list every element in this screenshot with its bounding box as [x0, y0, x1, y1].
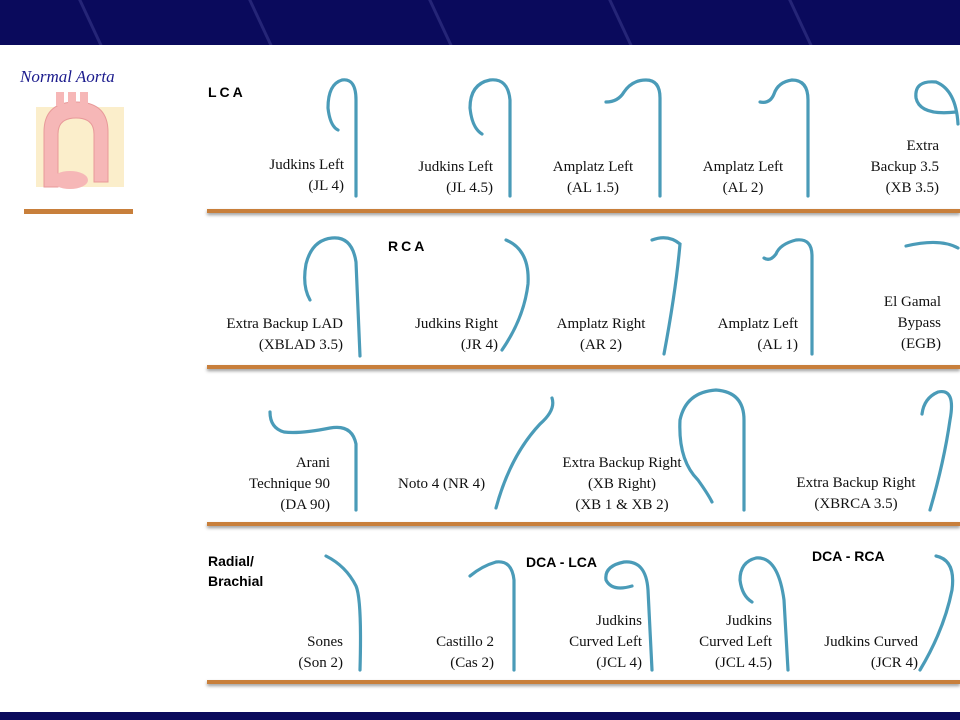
- catheter-code: (XBRCA 3.5): [814, 496, 898, 512]
- catheter-name: Extra Backup Right: [796, 475, 916, 491]
- catheter-xb35-drawing: [916, 82, 958, 124]
- section-rca-label: RCA: [388, 238, 428, 254]
- normal-aorta-title: Normal Aorta: [20, 67, 115, 86]
- catheter-label: [418, 157, 493, 199]
- catheter-code: (AR 2): [579, 337, 623, 353]
- catheter-name: Amplatz Right: [556, 316, 646, 332]
- catheter-code: (EGB): [901, 336, 941, 352]
- catheter-code: (AL 2): [722, 180, 764, 196]
- catheter-name: Curved Left: [569, 634, 642, 650]
- banner-streak: [605, 0, 637, 45]
- catheter-name: Bypass: [897, 315, 941, 331]
- catheter-label: [269, 155, 344, 197]
- catheter-code: (JCR 4): [870, 655, 918, 671]
- catheter-label: [436, 632, 494, 674]
- section-dca-lca-label: DCA - LCA: [526, 554, 598, 570]
- catheter-label: [871, 136, 939, 199]
- catheter-code: (JL 4): [308, 178, 344, 194]
- section-radial-line2: Brachial: [208, 573, 264, 589]
- catheter-label: [718, 314, 798, 356]
- catheter-code: (JCL 4): [596, 655, 642, 671]
- catheter-name: Technique 90: [248, 476, 330, 492]
- catheter-name: Amplatz Left: [702, 159, 784, 175]
- catheter-code: (Cas 2): [450, 655, 494, 671]
- catheter-name: Backup 3.5: [870, 159, 939, 175]
- catheter-code: (XB 1 & XB 2): [575, 497, 669, 513]
- catheter-name: Extra Backup LAD: [226, 316, 343, 332]
- row-divider: [207, 365, 960, 369]
- catheter-label: [688, 157, 798, 199]
- banner-streak: [785, 0, 817, 45]
- catheter-label: [298, 632, 343, 674]
- catheter-name: Extra: [906, 138, 939, 154]
- catheter-label: [538, 157, 648, 199]
- catheter-code: (XBLAD 3.5): [258, 337, 343, 353]
- catheter-label: [552, 453, 692, 516]
- catheter-name: Noto 4 (NR 4): [398, 476, 486, 492]
- row-divider: [207, 209, 960, 213]
- section-dca-rca-label: DCA - RCA: [812, 548, 885, 564]
- catheter-label: [786, 473, 926, 515]
- catheter-label: [569, 611, 642, 674]
- catheter-jcr4-drawing: [920, 556, 953, 670]
- catheter-name: Extra Backup Right: [562, 455, 682, 471]
- catheter-name: Curved Left: [699, 634, 772, 650]
- section-radial-line1: Radial/: [208, 553, 254, 569]
- catheter-xbrca-drawing: [922, 392, 952, 510]
- catheter-name: Amplatz Left: [552, 159, 634, 175]
- catheter-name: Judkins Right: [415, 316, 498, 332]
- catheter-label: [415, 314, 498, 356]
- row-divider: [207, 522, 960, 526]
- catheter-label: [249, 453, 330, 516]
- catheter-jr4-drawing: [502, 240, 528, 350]
- catheter-label: [226, 314, 343, 356]
- banner-streak: [75, 0, 107, 45]
- section-lca-label: LCA: [208, 84, 246, 100]
- catheter-code: (JR 4): [460, 337, 498, 353]
- catheter-name: Castillo 2: [436, 634, 494, 650]
- catheter-code: (DA 90): [280, 497, 330, 513]
- catheter-name: (XB Right): [588, 476, 656, 492]
- catheter-egb-drawing: [906, 242, 958, 248]
- banner-streak: [425, 0, 457, 45]
- catheter-name: Judkins Left: [269, 157, 344, 173]
- catheter-code: (JCL 4.5): [715, 655, 772, 671]
- catheter-code: (AL 1.5): [567, 180, 619, 196]
- catheter-code: (AL 1): [757, 337, 798, 353]
- catheter-code: (JL 4.5): [446, 180, 493, 196]
- banner-streak: [245, 0, 277, 45]
- aorta-illustration: [26, 92, 126, 192]
- catheter-name: Arani: [295, 455, 330, 471]
- catheter-label: [546, 314, 656, 356]
- catheter-name: Amplatz Left: [717, 316, 798, 332]
- catheter-name: Judkins: [596, 613, 642, 629]
- top-banner: [0, 0, 960, 45]
- aorta-divider: [24, 209, 133, 214]
- catheter-name: Judkins Left: [418, 159, 493, 175]
- catheter-code: (XB 3.5): [885, 180, 939, 196]
- catheter-nr4-drawing: [496, 398, 553, 508]
- catheter-name: Judkins: [726, 613, 772, 629]
- section-radial-label: [208, 551, 263, 591]
- catheter-code: (Son 2): [298, 655, 343, 671]
- catheter-ar2-drawing: [652, 238, 680, 354]
- catheter-label: [699, 611, 772, 674]
- catheter-name: El Gamal: [883, 294, 941, 310]
- catheter-label: [824, 632, 918, 674]
- row-divider: [207, 680, 960, 684]
- bottom-banner: [0, 712, 960, 720]
- catheter-label: [884, 292, 941, 355]
- catheter-label: [398, 474, 485, 495]
- catheter-name: Sones: [307, 634, 343, 650]
- catheter-name: Judkins Curved: [824, 634, 918, 650]
